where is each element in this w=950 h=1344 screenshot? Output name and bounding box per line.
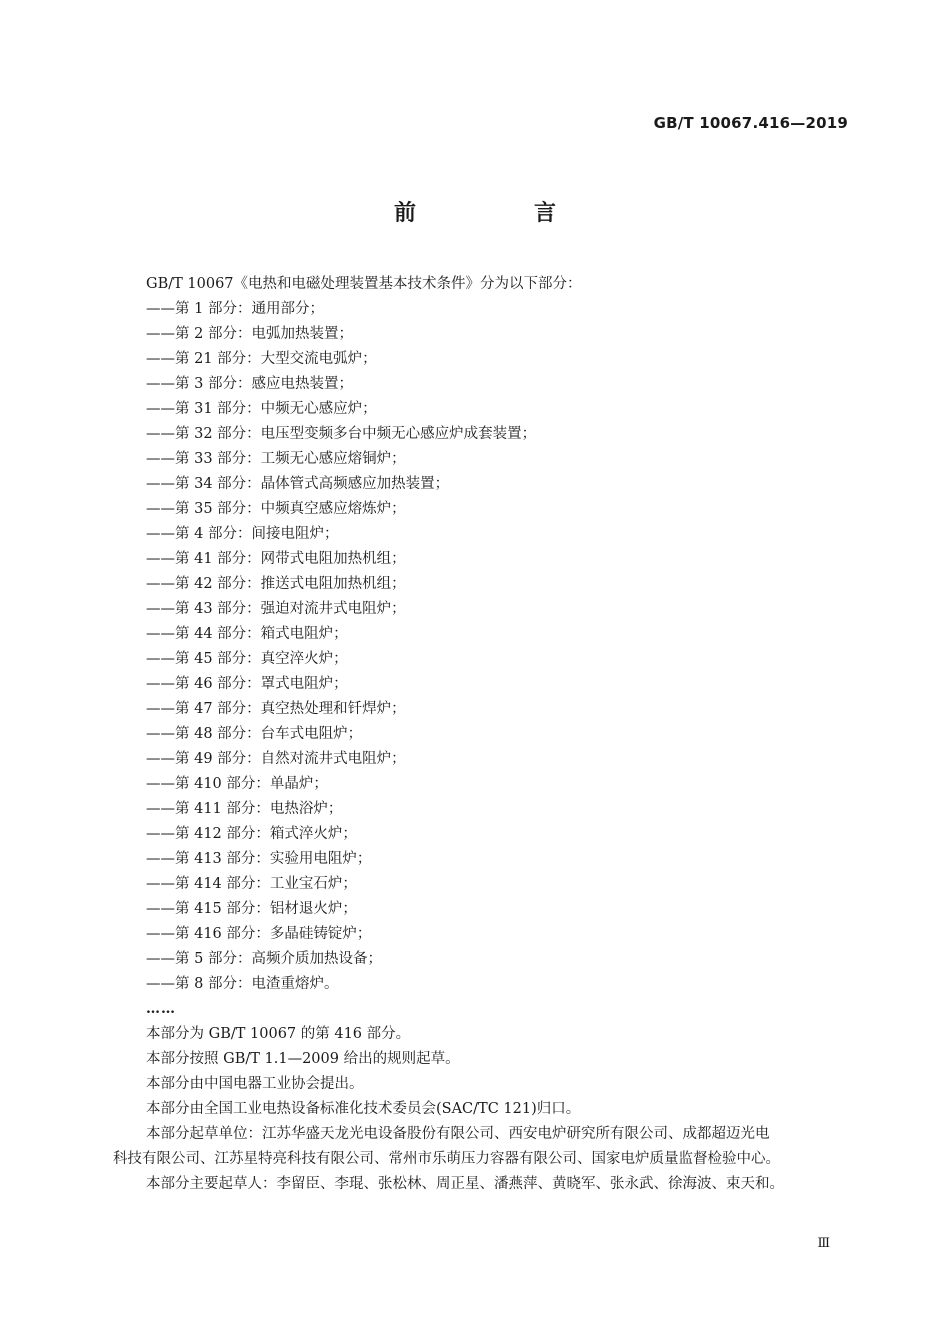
statement-paragraph: 本部分按照 GB/T 1.1—2009 给出的规则起草。	[146, 1051, 460, 1067]
list-item: ——第 412 部分：箱式淬火炉；	[146, 826, 357, 842]
list-item: ——第 45 部分：真空淬火炉；	[146, 651, 348, 667]
drafting-units-line1: 本部分起草单位：江苏华盛天龙光电设备股份有限公司、西安电炉研究所有限公司、成都超迈光电	[146, 1126, 770, 1142]
drafting-units-line2: 科技有限公司、江苏星特亮科技有限公司、常州市乐萌压力容器有限公司、国家电炉质量监督检验中心。	[113, 1151, 780, 1167]
page-number: Ⅲ	[817, 1236, 830, 1251]
list-item: ——第 35 部分：中频真空感应熔炼炉；	[146, 501, 406, 517]
intro-paragraph: GB/T 10067《电热和电磁处理装置基本技术条件》分为以下部分：	[146, 276, 582, 292]
list-item: ——第 33 部分：工频无心感应熔铜炉；	[146, 451, 406, 467]
list-item: ——第 413 部分：实验用电阻炉；	[146, 851, 372, 867]
list-item: ——第 44 部分：箱式电阻炉；	[146, 626, 348, 642]
drafters-paragraph: 本部分主要起草人：李留臣、李琨、张松林、周正星、潘燕萍、黄晓军、张永武、徐海波、束天和。	[146, 1176, 784, 1192]
list-item: ——第 414 部分：工业宝石炉；	[146, 876, 357, 892]
list-item: ——第 48 部分：台车式电阻炉；	[146, 726, 363, 742]
list-item: ——第 49 部分：自然对流井式电阻炉；	[146, 751, 406, 767]
list-item: ——第 410 部分：单晶炉；	[146, 776, 328, 792]
list-item: ——第 416 部分：多晶硅铸锭炉；	[146, 926, 372, 942]
statement-paragraph: 本部分由中国电器工业协会提出。	[146, 1076, 364, 1092]
list-item: ——第 411 部分：电热浴炉；	[146, 801, 343, 817]
list-item: ——第 2 部分：电弧加热装置；	[146, 326, 353, 342]
statement-paragraph: 本部分为 GB/T 10067 的第 416 部分。	[146, 1026, 411, 1042]
list-ellipsis: ……	[146, 1001, 176, 1017]
document-body	[0, 272, 950, 1197]
page-title: 前 言	[393, 201, 604, 226]
list-item: ——第 47 部分：真空热处理和钎焊炉；	[146, 701, 406, 717]
list-item: ——第 4 部分：间接电阻炉；	[146, 526, 339, 542]
list-item: ——第 34 部分：晶体管式高频感应加热装置；	[146, 476, 450, 492]
list-item: ——第 41 部分：网带式电阻加热机组；	[146, 551, 406, 567]
list-item: ——第 21 部分：大型交流电弧炉；	[146, 351, 377, 367]
list-item: ——第 8 部分：电渣重熔炉。	[146, 976, 339, 992]
parts-list	[0, 297, 950, 997]
list-item: ——第 31 部分：中频无心感应炉；	[146, 401, 377, 417]
list-item: ——第 42 部分：推送式电阻加热机组；	[146, 576, 406, 592]
list-item: ——第 5 部分：高频介质加热设备；	[146, 951, 382, 967]
list-item: ——第 43 部分：强迫对流井式电阻炉；	[146, 601, 406, 617]
list-item: ——第 46 部分：罩式电阻炉；	[146, 676, 348, 692]
list-item: ——第 1 部分：通用部分；	[146, 301, 324, 317]
list-item: ——第 32 部分：电压型变频多台中频无心感应炉成套装置；	[146, 426, 537, 442]
standard-code: GB/T 10067.416—2019	[653, 114, 848, 132]
statement-paragraph: 本部分由全国工业电热设备标准化技术委员会(SAC/TC 121)归口。	[146, 1101, 581, 1117]
list-item: ——第 3 部分：感应电热装置；	[146, 376, 353, 392]
list-item: ——第 415 部分：铝材退火炉；	[146, 901, 357, 917]
